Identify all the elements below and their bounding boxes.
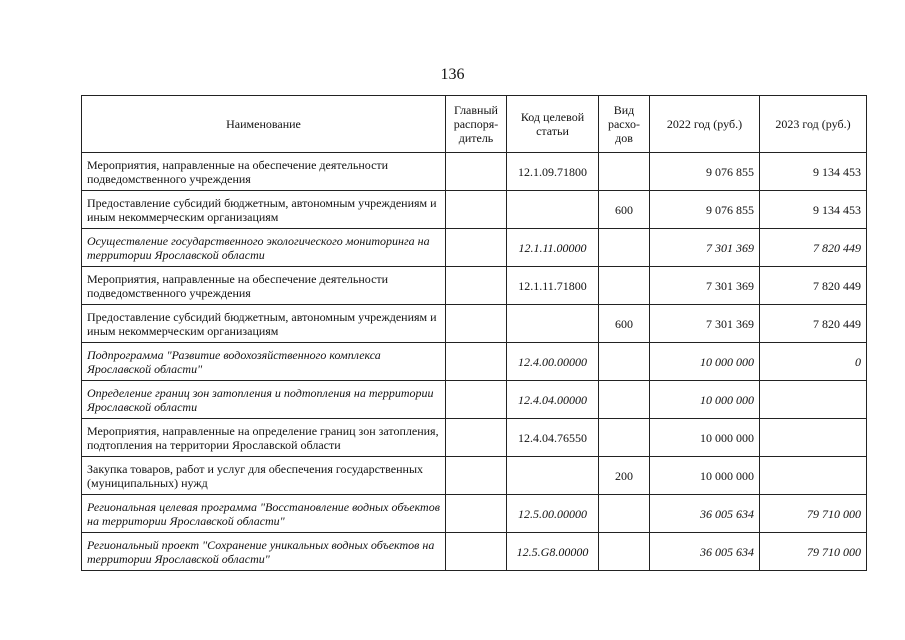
row-2023-cell: 0 [760,343,867,381]
row-2022-cell: 10 000 000 [650,343,760,381]
row-kind-cell [599,419,650,457]
header-manager: Главный распоря-дитель [446,96,507,153]
row-kind-cell [599,229,650,267]
table-row [82,533,867,571]
row-2022-cell: 9 076 855 [650,153,760,191]
row-2022-cell: 10 000 000 [650,381,760,419]
row-kind-cell [599,381,650,419]
row-code-cell: 12.1.11.71800 [507,267,599,305]
table-row [82,267,867,305]
row-kind-cell [599,343,650,381]
header-code: Код целевой статьи [507,96,599,153]
row-code-cell [507,191,599,229]
header-2022: 2022 год (руб.) [650,96,760,153]
row-kind-cell [599,267,650,305]
row-manager-cell [446,495,507,533]
row-code-cell: 12.5.G8.00000 [507,533,599,571]
row-manager-cell [446,381,507,419]
row-manager-cell [446,153,507,191]
row-name-cell: Мероприятия, направленные на определение границ зон затопления, подтопления на территории Ярославской области [82,419,446,457]
row-kind-cell [599,533,650,571]
row-code-cell: 12.1.09.71800 [507,153,599,191]
row-2023-cell: 79 710 000 [760,533,867,571]
row-2022-cell: 7 301 369 [650,229,760,267]
budget-table [81,95,867,571]
row-code-cell [507,305,599,343]
row-code-cell [507,457,599,495]
row-kind-cell: 200 [599,457,650,495]
row-kind-cell: 600 [599,191,650,229]
row-manager-cell [446,457,507,495]
row-2023-cell: 9 134 453 [760,191,867,229]
row-manager-cell [446,229,507,267]
table-row [82,153,867,191]
row-2022-cell: 7 301 369 [650,305,760,343]
row-manager-cell [446,419,507,457]
row-2023-cell: 9 134 453 [760,153,867,191]
row-kind-cell [599,153,650,191]
row-2022-cell: 9 076 855 [650,191,760,229]
row-name-cell: Региональная целевая программа "Восстановление водных объектов на территории Ярославской области" [82,495,446,533]
row-2023-cell: 7 820 449 [760,229,867,267]
table-row [82,381,867,419]
table-row [82,457,867,495]
table-row [82,305,867,343]
row-code-cell: 12.4.04.00000 [507,381,599,419]
row-2023-cell: 7 820 449 [760,305,867,343]
row-name-cell: Региональный проект "Сохранение уникальных водных объектов на территории Ярославской области" [82,533,446,571]
table-header-row [82,96,867,153]
row-name-cell: Мероприятия, направленные на обеспечение деятельности подведомственного учреждения [82,153,446,191]
row-2022-cell: 10 000 000 [650,457,760,495]
table-body [82,153,867,571]
row-2023-cell [760,381,867,419]
row-code-cell: 12.4.00.00000 [507,343,599,381]
table-row [82,191,867,229]
row-2022-cell: 36 005 634 [650,495,760,533]
row-manager-cell [446,191,507,229]
row-name-cell: Предоставление субсидий бюджетным, автономным учреждениям и иным некоммерческим организациям [82,191,446,229]
row-name-cell: Осуществление государственного экологического мониторинга на территории Ярославской области [82,229,446,267]
row-kind-cell: 600 [599,305,650,343]
row-2023-cell: 7 820 449 [760,267,867,305]
row-2022-cell: 7 301 369 [650,267,760,305]
row-manager-cell [446,343,507,381]
table-row [82,343,867,381]
row-manager-cell [446,533,507,571]
row-code-cell: 12.4.04.76550 [507,419,599,457]
row-name-cell: Предоставление субсидий бюджетным, автономным учреждениям и иным некоммерческим организациям [82,305,446,343]
row-2023-cell: 79 710 000 [760,495,867,533]
header-kind: Вид расхо-дов [599,96,650,153]
row-name-cell: Определение границ зон затопления и подтопления на территории Ярославской области [82,381,446,419]
table-row [82,419,867,457]
header-2023: 2023 год (руб.) [760,96,867,153]
row-name-cell: Подпрограмма "Развитие водохозяйственного комплекса Ярославской области" [82,343,446,381]
row-code-cell: 12.5.00.00000 [507,495,599,533]
table-row [82,495,867,533]
row-manager-cell [446,267,507,305]
row-2022-cell: 10 000 000 [650,419,760,457]
row-kind-cell [599,495,650,533]
page-number: 136 [440,66,465,83]
row-name-cell: Закупка товаров, работ и услуг для обеспечения государственных (муниципальных) нужд [82,457,446,495]
row-manager-cell [446,305,507,343]
row-name-cell: Мероприятия, направленные на обеспечение деятельности подведомственного учреждения [82,267,446,305]
table-row [82,229,867,267]
row-2023-cell [760,419,867,457]
row-2023-cell [760,457,867,495]
row-code-cell: 12.1.11.00000 [507,229,599,267]
header-name: Наименование [82,96,446,153]
row-2022-cell: 36 005 634 [650,533,760,571]
